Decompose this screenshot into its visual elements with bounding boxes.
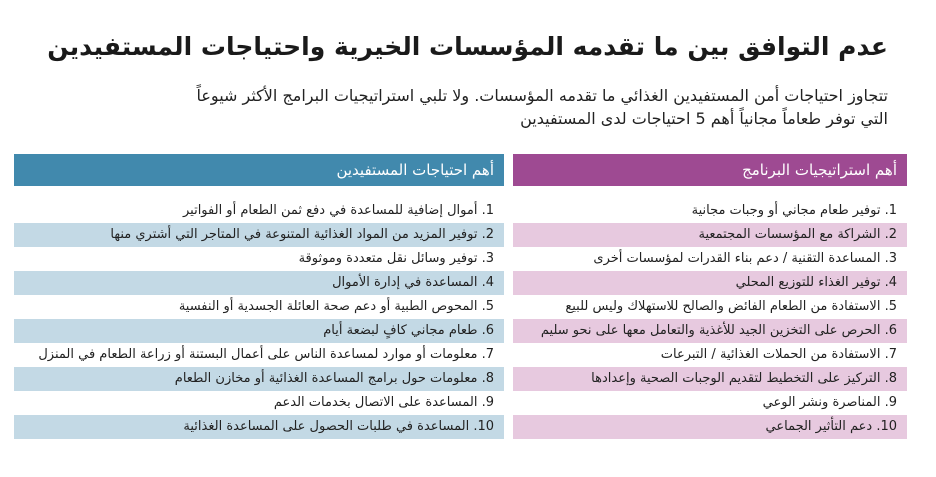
strategy-item-10: 10. دعم التأثير الجماعي [513, 415, 907, 439]
strategies-list [513, 199, 907, 439]
need-item-1: 1. أموال إضافية للمساعدة في دفع ثمن الطعام أو الفواتير [182, 203, 494, 218]
need-item-7: 7. معلومات أو موارد لمساعدة الناس على أعمال البستنة أو زراعة الطعام في المنزل [38, 347, 494, 362]
strategy-item-1: 1. توفير طعام مجاني أو وجبات مجانية [691, 203, 897, 218]
need-item-9: 9. المساعدة على الاتصال بخدمات الدعم [273, 395, 494, 410]
needs-list [14, 199, 504, 439]
strategy-item-2: 2. الشراكة مع المؤسسات المجتمعية [513, 223, 907, 247]
page-title: عدم التوافق بين ما تقدمه المؤسسات الخيرية واحتياجات المستفيدين [47, 32, 888, 61]
strategy-item-6: 6. الحرص على التخزين الجيد للأغذية والتعامل معها على نحو سليم [513, 319, 907, 343]
intro-text [48, 84, 888, 130]
need-item-5: 5. المحوص الطبية أو دعم صحة العائلة الجسدية أو النفسية [178, 299, 494, 314]
need-item-2: 2. توفير المزيد من المواد الغذائية المتنوعة في المتاجر التي أشتري منها [14, 223, 504, 247]
needs-column [14, 154, 504, 439]
strategy-item-3: 3. المساعدة التقنية / دعم بناء القدرات لمؤسسات أخرى [593, 251, 897, 266]
need-item-10: 10. المساعدة في طلبات الحصول على المساعدة الغذائية [14, 415, 504, 439]
need-item-6: 6. طعام مجاني كافٍ لبضعة أيام [14, 319, 504, 343]
strategies-column [513, 154, 907, 439]
strategy-item-4: 4. توفير الغذاء للتوزيع المحلي [513, 271, 907, 295]
strategy-item-8: 8. التركيز على التخطيط لتقديم الوجبات الصحية وإعدادها [513, 367, 907, 391]
need-item-4: 4. المساعدة في إدارة الأموال [14, 271, 504, 295]
need-item-3: 3. توفير وسائل نقل متعددة وموثوقة [298, 251, 494, 266]
strategies-header: أهم استراتيجيات البرنامج [513, 154, 907, 186]
strategy-item-9: 9. المناصرة ونشر الوعي [762, 395, 897, 410]
intro-line-1: تتجاوز احتياجات أمن المستفيدين الغذائي ما تقدمه المؤسسات. ولا تلبي استراتيجيات البرامج الأكثر شيوعاً [196, 86, 888, 105]
need-item-8: 8. معلومات حول برامج المساعدة الغذائية أو مخازن الطعام [14, 367, 504, 391]
strategy-item-5: 5. الاستفادة من الطعام الفائض والصالح للاستهلاك وليس للبيع [565, 299, 897, 314]
strategy-item-7: 7. الاستفادة من الحملات الغذائية / التبرعات [660, 347, 897, 362]
needs-header: أهم احتياجات المستفيدين [14, 154, 504, 186]
intro-line-2: التي توفر طعاماً مجانياً أهم 5 احتياجات لدى المستفيدين [520, 109, 888, 128]
